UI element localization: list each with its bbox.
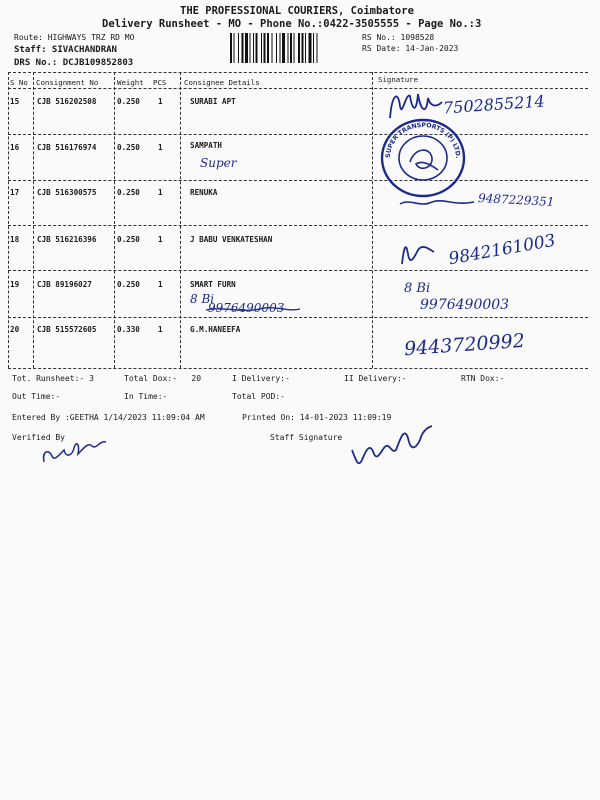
drs-number: DRS No.: DCJB109852803	[14, 58, 134, 68]
col-header-pcs: PCS	[153, 78, 167, 87]
row-consignment: CJB 516216396	[37, 235, 97, 244]
staff-label: Staff: SIVACHANDRAN	[14, 45, 117, 55]
handwritten-phone: 9443720992	[403, 329, 526, 361]
handwritten-phone: 9487229351	[477, 191, 555, 209]
staff-signature	[348, 420, 438, 470]
row-consignee: SURABI APT	[190, 97, 236, 106]
row-pcs: 1	[158, 188, 163, 197]
verified-by-label: Verified By	[12, 433, 65, 442]
handwritten-phone: 7502855214	[442, 91, 546, 118]
row-consignment: CJB 89196027	[37, 280, 92, 289]
tot-runsheet: Tot. Runsheet:- 3	[12, 374, 94, 383]
stamp-text: SUPER TRANSPORTS (P) LTD. TRICHY DIVISION	[377, 113, 462, 159]
in-time: In Time:-	[124, 392, 168, 401]
row-consignment: CJB 516176974	[37, 143, 97, 152]
report-title: THE PROFESSIONAL COURIERS, Coimbatore	[180, 5, 414, 17]
col-header-weight: Weight	[117, 78, 144, 87]
row-pcs: 1	[158, 143, 163, 152]
row-sno: 15	[10, 97, 20, 106]
row-weight: 0.250	[117, 280, 140, 289]
i-delivery: I Delivery:-	[232, 374, 290, 383]
row-consignment: CJB 515572605	[37, 325, 97, 334]
ii-delivery: II Delivery:-	[344, 374, 407, 383]
handwritten-phone: 9976490003	[420, 297, 510, 313]
row-consignee: SMART FURN	[190, 280, 236, 289]
strike-scribble	[398, 196, 478, 210]
handwritten-initials: 8 Bi	[190, 292, 215, 306]
barcode	[230, 33, 356, 63]
col-header-sno: S No	[10, 78, 28, 87]
report-subtitle: Delivery Runsheet - MO - Phone No.:0422-3505555 - Page No.:3	[102, 18, 482, 30]
row-pcs: 1	[158, 325, 163, 334]
company-stamp	[377, 113, 466, 198]
printed-on: Printed On: 14-01-2023 11:09:19	[242, 413, 392, 422]
row-consignee: SAMPATH	[190, 141, 223, 150]
row-weight: 0.250	[117, 97, 140, 106]
row-sno: 20	[10, 325, 20, 334]
col-header-consignment: Consignment No	[36, 78, 99, 87]
total-pod: Total POD:-	[232, 392, 285, 401]
row-pcs: 1	[158, 280, 163, 289]
rs-date: RS Date: 14-Jan-2023	[362, 44, 459, 53]
verifier-signature	[40, 432, 110, 468]
row-consignment: CJB 516202508	[37, 97, 97, 106]
out-time: Out Time:-	[12, 392, 61, 401]
entered-by: Entered By :GEETHA 1/14/2023 11:09:04 AM	[12, 413, 205, 422]
signature-scribble	[398, 238, 438, 268]
handwritten-phone: 9976490003	[208, 301, 285, 315]
row-weight: 0.250	[117, 143, 140, 152]
row-weight: 0.330	[117, 325, 140, 334]
row-weight: 0.250	[117, 188, 140, 197]
route-label: Route: HIGHWAYS TRZ RD MO	[14, 33, 135, 42]
handwritten-phone: 9842161003	[447, 230, 558, 270]
col-header-signature: Signature	[378, 75, 419, 84]
signature-scribble	[386, 88, 446, 122]
rs-number: RS No.: 1098528	[362, 33, 435, 42]
row-pcs: 1	[158, 235, 163, 244]
row-sno: 19	[10, 280, 20, 289]
total-dox: Total Dox:- 20	[124, 374, 202, 383]
row-sno: 17	[10, 188, 20, 197]
row-consignee: G.M.HANEEFA	[190, 325, 241, 334]
row-consignee: RENUKA	[190, 188, 218, 197]
row-sno: 16	[10, 143, 20, 152]
handwritten-note: Super	[200, 156, 237, 170]
staff-signature-label: Staff Signature	[270, 433, 343, 442]
row-sno: 18	[10, 235, 20, 244]
handwritten-initials: 8 Bi	[404, 281, 431, 296]
row-consignee: J BABU VENKATESHAN	[190, 235, 273, 244]
row-pcs: 1	[158, 97, 163, 106]
col-header-consignee: Consignee Details	[184, 78, 260, 87]
row-weight: 0.250	[117, 235, 140, 244]
row-consignment: CJB 516300575	[37, 188, 97, 197]
rtn-dox: RTN Dox:-	[461, 374, 505, 383]
